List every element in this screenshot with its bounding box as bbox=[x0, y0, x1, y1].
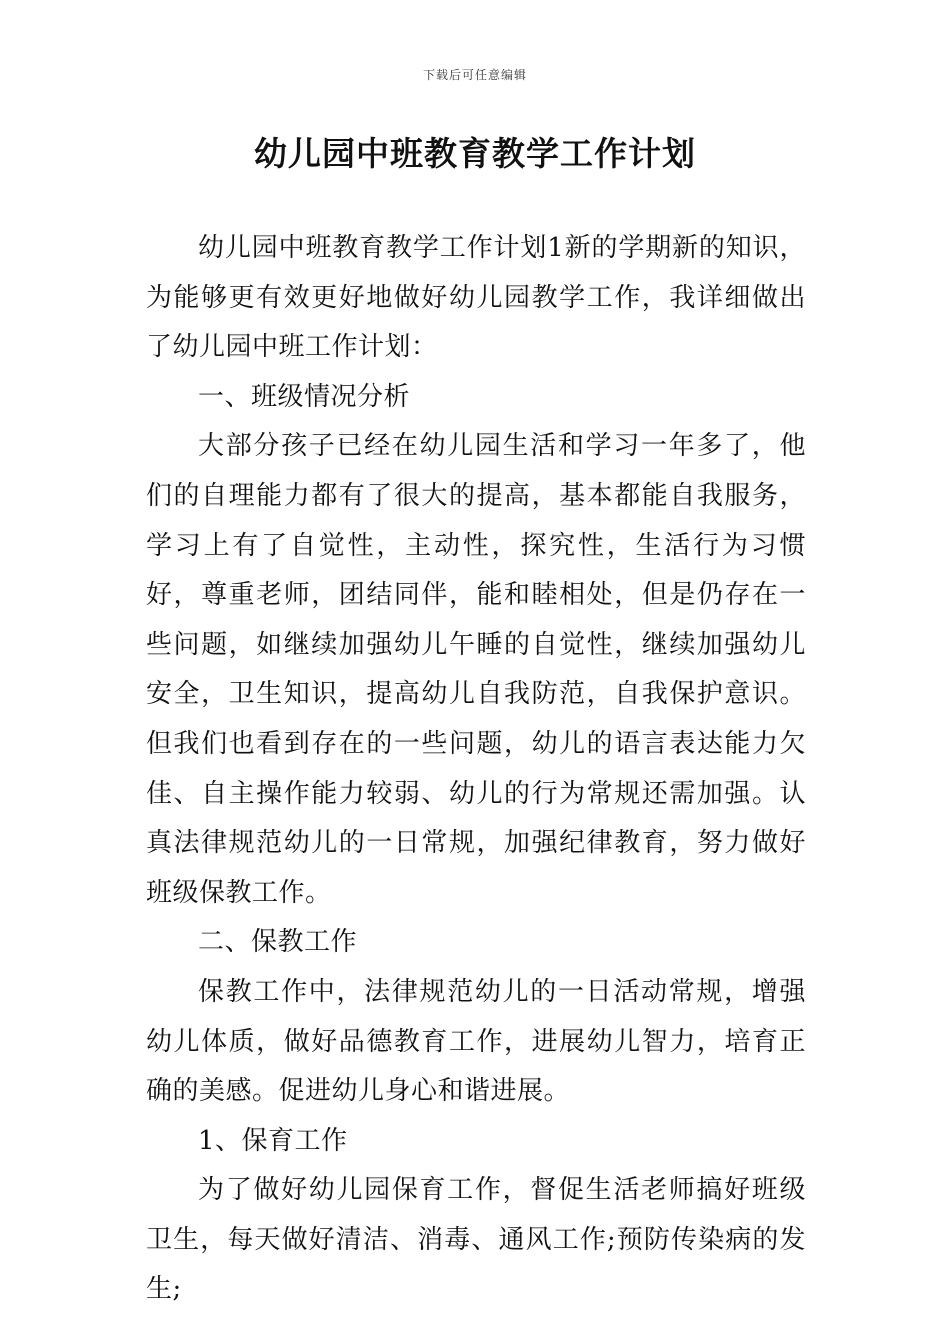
header-note: 下载后可任意编辑 bbox=[422, 68, 527, 82]
paragraph-intro: 幼儿园中班教育教学工作计划1新的学期新的知识，为能够更有效更好地做好幼儿园教学工作，我详细做出了幼儿园中班工作计划： bbox=[146, 233, 806, 363]
section-heading-class-analysis: 一、班级情况分析 bbox=[198, 381, 411, 412]
paragraph-childcare: 为了做好幼儿园保育工作，督促生活老师搞好班级卫生，每天做好清洁、消毒、通风工作;预防传染病的发生; bbox=[146, 1175, 806, 1305]
section-heading-care-education: 二、保教工作 bbox=[198, 927, 358, 958]
paragraph-care-education: 保教工作中，法律规范幼儿的一日活动常规，增强幼儿体质，做好品德教育工作，进展幼儿智力，培育正确的美感。促进幼儿身心和谐进展。 bbox=[146, 976, 806, 1107]
paragraph-class-analysis: 大部分孩子已经在幼儿园生活和学习一年多了，他们的自理能力都有了很大的提高，基本都能自我服务，学习上有了自觉性，主动性，探究性，生活行为习惯好，尊重老师，团结同伴，能和睦相处，但是仍存在一些问题，如继续加强幼儿午睡的自觉性，继续加强幼儿安全，卫生知识，提高幼儿自我防范，自我保护意识。但我们也看到存在的一些问题，幼儿的语言表达能力欠佳、自主操作能力较弱、幼儿的行为常规还需加强。认真法律规范幼儿的一日常规，加强纪律教育，努力做好班级保教工作。 bbox=[146, 431, 806, 908]
subsection-heading-childcare: 1、保育工作 bbox=[198, 1125, 348, 1156]
document-body bbox=[146, 224, 806, 1315]
document-title: 幼儿园中班教育教学工作计划 bbox=[254, 134, 696, 173]
